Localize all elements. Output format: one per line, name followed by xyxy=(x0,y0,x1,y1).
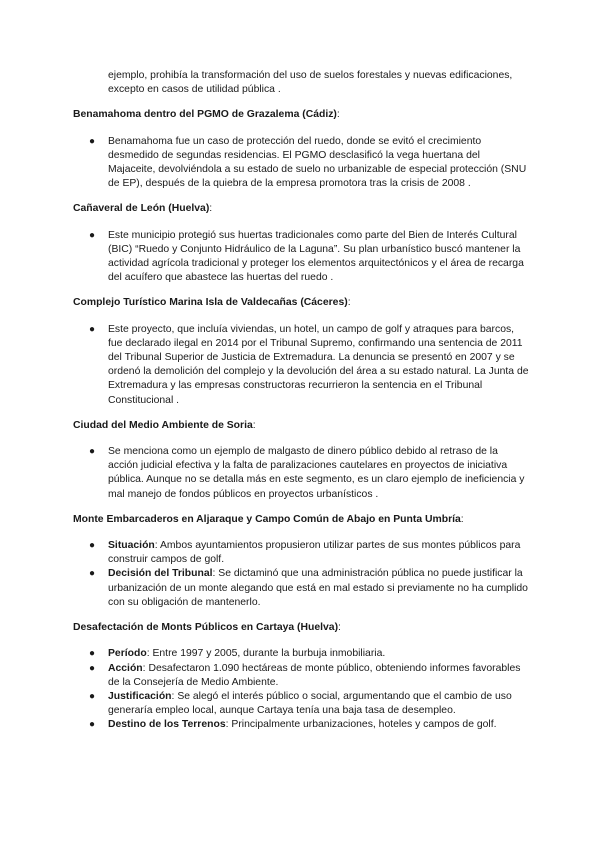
list-item: ● Justificación: Se alegó el interés público o social, argumentando que el cambio de uso generaría empleo local, aunque Cartaya tenía una baja tasa de desempleo. xyxy=(89,690,512,717)
bullet-list xyxy=(73,445,530,502)
item-text: Este municipio protegió sus huertas tradicionales como parte del Bien de Interés Cultural (BIC) “Ruedo y Conjunto Hidráulico de la Laguna”. Su plan urbanístico buscó mantener la actividad agrícola tradicional y proteger los elementos arquitectónicos y el área de recarga del acuífero que abastece las huertas del ruedo . xyxy=(108,229,524,284)
bullet-icon: ● xyxy=(89,540,96,552)
section-heading-text: Ciudad del Medio Ambiente de Soria xyxy=(73,419,253,431)
item-text: Ambos ayuntamientos propusieron utilizar partes de sus montes públicos para construir campos de golf. xyxy=(108,540,521,566)
item-text: Benamahoma fue un caso de protección del ruedo, donde se evitó el crecimiento desmedido de segundas residencias. El PGMO desclasificó la vega huertana del Majaceite, devolviéndola a su estado de suelo no urbanizable de especial protección (SNU de EP), después de la quiebra de la empresa promotora tras la crisis de 2008 . xyxy=(108,135,527,190)
bullet-list xyxy=(73,229,530,286)
list-item xyxy=(73,135,530,192)
bullet-icon: ● xyxy=(89,135,96,147)
section-heading-text: Complejo Turístico Marina Isla de Valdecañas (Cáceres) xyxy=(73,297,348,309)
section-heading: Ciudad del Medio Ambiente de Soria: xyxy=(73,419,256,431)
item-text: Entre 1997 y 2005, durante la burbuja inmobiliaria. xyxy=(152,648,386,660)
section xyxy=(73,202,530,285)
list-item: ● Destino de los Terrenos: Principalmente urbanizaciones, hoteles y campos de golf. xyxy=(73,718,530,732)
section-heading: Cañaveral de León (Huelva): xyxy=(73,203,213,215)
section xyxy=(73,108,530,191)
item-label: Decisión del Tribunal xyxy=(108,568,213,580)
item-label: Destino de los Terrenos xyxy=(108,719,226,731)
item-label: Justificación xyxy=(108,690,172,702)
bullet-list xyxy=(73,647,530,732)
bullet-icon: ● xyxy=(89,719,96,731)
list-item xyxy=(73,445,530,502)
section-heading-text: Cañaveral de León (Huelva) xyxy=(73,203,210,215)
sections-container xyxy=(73,108,530,732)
section-heading-text: Desafectación de Monts Públicos en Cartaya (Huelva) xyxy=(73,622,339,634)
bullet-icon: ● xyxy=(89,229,96,241)
item-label: Acción xyxy=(108,662,143,674)
section-heading: Monte Embarcaderos en Aljaraque y Campo Común de Abajo en Punta Umbría: xyxy=(73,513,464,525)
bullet-icon: ● xyxy=(89,662,96,674)
item-text: Se alegó el interés público o social, argumentando que el cambio de uso generaría empleo local, aunque Cartaya tenía una baja tasa de desempleo. xyxy=(108,690,512,717)
bullet-icon: ● xyxy=(89,446,96,458)
section xyxy=(73,296,530,407)
section xyxy=(73,621,530,732)
section-heading-text: Benamahoma dentro del PGMO de Grazalema (Cádiz) xyxy=(73,109,337,121)
bullet-icon: ● xyxy=(89,568,96,580)
list-item: ● Decisión del Tribunal: Se dictaminó que una administración pública no puede justificar la urbanización de un monte alegando que está en mal estado si previamente no ha cumplido con su obligación de mantenerlo. xyxy=(89,568,528,608)
bullet-icon: ● xyxy=(89,648,96,660)
item-text: Desafectaron 1.090 hectáreas de monte público, obteniendo informes favorables de la Consejería de Medio Ambiente. xyxy=(108,662,521,688)
section xyxy=(73,513,530,610)
item-text: Principalmente urbanizaciones, hoteles y campos de golf. xyxy=(231,719,497,731)
item-label: Situación xyxy=(108,540,155,552)
section-heading: Benamahoma dentro del PGMO de Grazalema (Cádiz): xyxy=(73,109,340,121)
list-item: ● Acción: Desafectaron 1.090 hectáreas de monte público, obteniendo informes favorables de la Consejería de Medio Ambiente. xyxy=(89,662,521,688)
section xyxy=(73,419,530,502)
bullet-icon: ● xyxy=(89,323,96,335)
list-item xyxy=(73,323,530,408)
item-label: Período xyxy=(108,648,147,660)
item-text: Se dictaminó que una administración pública no puede justificar la urbanización de un monte alegando que está en mal estado si previamente no ha cumplido con su obligación de mantenerlo. xyxy=(108,568,528,608)
bullet-list xyxy=(73,135,530,192)
bullet-icon: ● xyxy=(89,690,96,702)
list-item xyxy=(73,229,530,286)
bullet-list xyxy=(73,539,530,610)
section-heading-text: Monte Embarcaderos en Aljaraque y Campo Común de Abajo en Punta Umbría xyxy=(73,513,461,525)
item-text: Se menciona como un ejemplo de malgasto de dinero público debido al retraso de la acción judicial efectiva y la falta de paralizaciones cautelares en proyectos de iniciativa pública. Aunque no se detalla más en este segmento, es un claro ejemplo de ineficiencia y mal manejo de fondos públicos en proyectos urbanísticos . xyxy=(108,446,525,500)
bullet-list xyxy=(73,323,530,408)
intro-continuation: ejemplo, prohibía la transformación del uso de suelos forestales y nuevas edificaciones, excepto en casos de utilidad pública . xyxy=(108,70,513,96)
list-item: ● Situación: Ambos ayuntamientos propusieron utilizar partes de sus montes públicos para construir campos de golf. xyxy=(89,540,521,566)
item-text: Este proyecto, que incluía viviendas, un hotel, un campo de golf y atraques para barcos, fue declarado ilegal en 2014 por el Tribunal Supremo, confirmando una sentencia de 2011 del Tribunal Superior de Justicia de Extremadura. La denuncia se presentó en 2007 y se ordenó la demolición del complejo y la devolución del área a su estado natural. La Junta de Extremadura y las empresas constructoras recurrieron la sentencia en el Tribunal Constitucional . xyxy=(108,323,529,406)
list-item: ● Período: Entre 1997 y 2005, durante la burbuja inmobiliaria. xyxy=(73,647,530,661)
section-heading: Desafectación de Monts Públicos en Cartaya (Huelva): xyxy=(73,622,341,634)
section-heading: Complejo Turístico Marina Isla de Valdecañas (Cáceres): xyxy=(73,297,351,309)
